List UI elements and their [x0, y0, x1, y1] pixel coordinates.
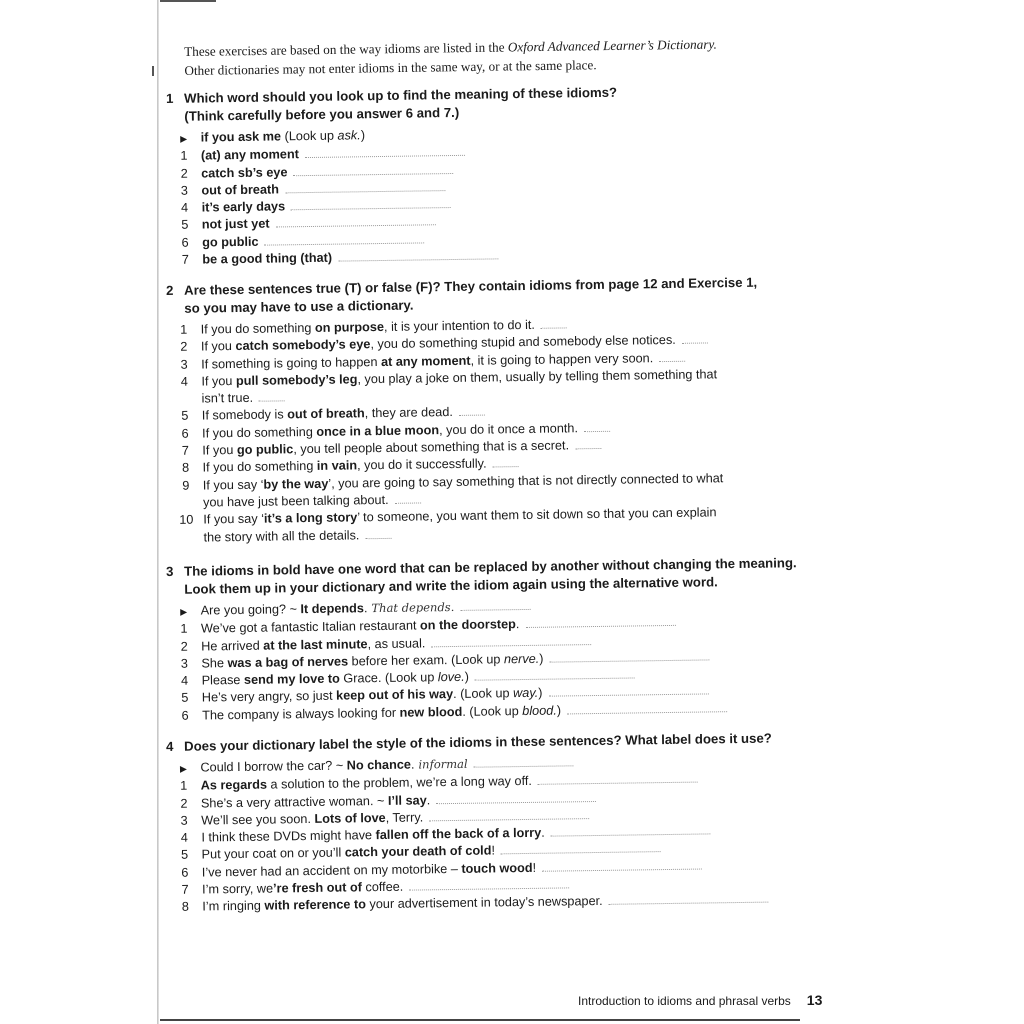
lookup-word: way.	[512, 686, 539, 701]
bottom-rule	[160, 1019, 800, 1021]
item-number: 6	[181, 708, 189, 723]
sentence-text: If you say ‘	[203, 511, 265, 527]
sentence-text: If somebody is	[201, 407, 288, 423]
exercise-4-title-line1: Does your dictionary label the style of the idioms in these sentences? What label does it use?	[184, 730, 772, 754]
sentence-text: Put your coat on or you’ll	[201, 845, 345, 862]
exercise-2	[166, 273, 810, 547]
sentence-text: If you do something	[200, 320, 316, 337]
answer-line[interactable]	[395, 501, 421, 503]
sentence-text: I’m ringing	[202, 899, 265, 914]
sentence-continuation: you have just been talking about.	[202, 492, 389, 510]
item-number: 9	[182, 478, 190, 493]
sentence-text: If something is going to happen	[201, 354, 382, 372]
sentence-text: She’s a very attractive woman. ~	[200, 793, 388, 811]
idiom-text: No chance	[346, 757, 412, 773]
answer-line[interactable]	[305, 154, 465, 158]
sentence-text: , Terry.	[385, 810, 424, 825]
sentence-text: Could I borrow the car? ~	[200, 758, 347, 775]
example-arrow-icon: ▶	[180, 606, 188, 617]
answer-line[interactable]	[541, 326, 567, 328]
sentence-text: We’ve got a fantastic Italian restaurant	[200, 618, 421, 636]
idiom-text: As regards	[200, 777, 268, 793]
answer-line[interactable]	[365, 536, 391, 538]
exercise-1	[166, 82, 768, 270]
intro-paragraph	[184, 33, 804, 80]
answer-line[interactable]	[501, 851, 661, 855]
answer-line[interactable]	[259, 400, 285, 402]
answer-line[interactable]	[551, 833, 711, 837]
idiom-text: Lots of love	[314, 810, 386, 826]
intro-line1: These exercises are based on the way idioms are listed in the	[184, 39, 508, 59]
idiom-text: send my love to	[243, 671, 340, 688]
answer-line[interactable]	[293, 172, 453, 176]
dictionary-title: Oxford Advanced Learner’s Dictionary.	[507, 36, 717, 55]
idiom-text: it’s a long story	[263, 510, 358, 526]
answer-line[interactable]	[291, 206, 451, 210]
idiom-text: go public	[236, 442, 294, 458]
idiom-text: at any moment	[380, 353, 471, 369]
idiom-text: pull somebody’s leg	[235, 372, 358, 388]
sentence-text: We’ll see you soon.	[201, 811, 315, 828]
exercise-2-title-line2: so you may have to use a dictionary.	[184, 297, 414, 316]
answer-line[interactable]	[542, 867, 702, 871]
sentence-text: before her exam. (Look up	[347, 652, 505, 669]
sentence-text: , you do it successfully.	[356, 456, 487, 473]
example-idiom: if you ask me	[200, 129, 282, 145]
item-number: 2	[180, 340, 188, 355]
sentence-text: Please	[201, 673, 245, 688]
page-number: 13	[806, 992, 823, 1008]
sentence-text: ’ to someone, you want them to sit down so that you can explain	[357, 505, 717, 525]
handwritten-answer: That depends.	[371, 599, 455, 616]
item-number: 5	[181, 691, 189, 706]
idiom-text: in vain	[316, 458, 358, 474]
sentence-text: . (Look up	[453, 686, 514, 702]
idiom-text: on purpose	[314, 319, 385, 335]
section-title: Introduction to idioms and phrasal verbs	[578, 994, 791, 1008]
sentence-text: , it is going to happen very soon.	[470, 350, 654, 368]
item-number: 5	[181, 409, 189, 424]
sentence-text: .	[515, 617, 520, 632]
answer-line[interactable]	[436, 800, 596, 804]
answer-line[interactable]	[659, 359, 685, 361]
answer-line[interactable]	[429, 817, 589, 821]
idiom-text: go public	[202, 234, 259, 250]
sentence-text: , it is your intention to do it.	[383, 317, 535, 334]
item-number: 8	[181, 900, 189, 915]
idiom-text: be a good thing (that)	[202, 250, 333, 267]
sentence-text: .	[410, 757, 415, 772]
example-note-word: ask.	[337, 128, 361, 143]
page-footer	[578, 992, 822, 1008]
exercise-number: 1	[166, 90, 174, 106]
exercise-3-header	[166, 554, 826, 599]
sentence-text: The company is always looking for	[202, 705, 400, 723]
answer-line[interactable]	[567, 710, 727, 714]
idiom-text: ’re fresh out of	[272, 880, 362, 896]
sentence-text: He arrived	[201, 638, 264, 654]
sentence-text: She	[201, 656, 228, 671]
answer-line[interactable]	[575, 447, 601, 449]
item-number: 1	[180, 149, 188, 164]
item-number: 8	[181, 461, 190, 476]
idiom-text: out of breath	[287, 406, 365, 422]
idiom-text: fallen off the back of a lorry	[375, 825, 542, 843]
idiom-text: was a bag of nerves	[227, 654, 349, 671]
page-spine-shadow	[157, 0, 159, 1024]
item-number: 2	[180, 166, 188, 181]
item-number: 1	[180, 322, 188, 337]
sentence-text: If you	[200, 339, 236, 354]
item-number: 7	[181, 882, 189, 897]
exercise-1-header	[166, 82, 766, 126]
sentence-text: I’m sorry, we	[202, 881, 274, 897]
idiom-text: It depends	[300, 601, 365, 617]
item-number: 5	[181, 218, 189, 233]
exercise-3	[166, 554, 828, 725]
sentence-text: I think these DVDs might have	[201, 828, 376, 845]
lookup-word: nerve.	[503, 651, 540, 667]
answer-line[interactable]	[549, 658, 709, 662]
item-number: 2	[180, 796, 188, 811]
sentence-continuation: the story with all the details.	[203, 527, 360, 545]
answer-line[interactable]	[548, 693, 708, 697]
item-number: 4	[180, 830, 189, 845]
idiom-text: I’ll say	[387, 792, 427, 808]
exercise-4	[166, 729, 808, 917]
example-arrow-icon: ▶	[179, 763, 187, 774]
sentence-text: . (Look up	[462, 703, 523, 719]
answer-line[interactable]	[460, 608, 530, 611]
exercise-number: 3	[166, 563, 174, 579]
exercise-1-title-line2: (Think carefully before you answer 6 and 7.)	[184, 104, 460, 124]
intro-line2: Other dictionaries may not enter idioms in the same way, or at the same place.	[184, 57, 597, 78]
example-note-close: )	[360, 128, 366, 143]
idiom-text: at the last minute	[263, 636, 368, 653]
idiom-text: catch sb’s eye	[201, 164, 288, 181]
answer-line[interactable]	[609, 901, 769, 905]
sentence-text: your advertisement in today’s newspaper.	[365, 894, 603, 912]
sentence-text: )	[538, 686, 543, 701]
answer-line[interactable]	[409, 886, 569, 890]
sentence-text: ’, you are going to say something that is not directly connected to what	[328, 470, 724, 491]
idiom-text: (at) any moment	[200, 147, 300, 163]
item-number: 7	[181, 443, 189, 458]
margin-tick	[152, 66, 154, 76]
lookup-word: love.	[437, 670, 465, 685]
sentence-text: )	[556, 703, 562, 718]
exercise-3-title-line2: Look them up in your dictionary and write the idiom again using the alternative word.	[184, 574, 718, 597]
sentence-text: , you tell people about something that is a secret.	[293, 438, 570, 457]
sentence-text: , you do something stupid and somebody else notices.	[370, 333, 676, 352]
item-number: 4	[180, 374, 189, 389]
answer-line[interactable]	[538, 781, 698, 785]
sentence-text: He’s very angry, so just	[201, 689, 337, 705]
sentence-text: If you do something	[202, 459, 317, 475]
answer-line[interactable]	[475, 677, 635, 681]
answer-line[interactable]	[265, 241, 425, 245]
sentence-text: a solution to the problem, we’re a long way off.	[266, 774, 532, 792]
answer-line[interactable]	[584, 430, 610, 432]
exercise-2-title-line1: Are these sentences true (T) or false (F)? They contain idioms from page 12 and Exercise 1,	[184, 274, 758, 298]
idiom-text: new blood	[399, 704, 463, 720]
answer-line[interactable]	[682, 342, 708, 344]
item-number: 2	[180, 639, 188, 654]
exercise-number: 2	[166, 282, 174, 298]
item-number: 1	[180, 622, 188, 637]
sentence-text: !	[491, 843, 496, 858]
sentence-text: , you do it once a month.	[438, 421, 579, 437]
item-number: 3	[180, 183, 189, 198]
sentence-text: )	[464, 669, 470, 685]
sentence-text: If you	[202, 443, 238, 458]
exercise-1-title-line1: Which word should you look up to find the meaning of these idioms?	[184, 84, 618, 106]
answer-line[interactable]	[338, 257, 498, 261]
idiom-text: not just yet	[201, 217, 270, 232]
item-number: 4	[181, 673, 189, 688]
sentence-text: If you do something	[202, 424, 317, 441]
sentence-text: .	[363, 601, 368, 616]
answer-line[interactable]	[285, 189, 445, 193]
exercise-number: 4	[166, 738, 174, 754]
sentence-text: , as usual.	[367, 635, 426, 651]
item-number: 3	[180, 813, 188, 828]
idiom-text: touch wood	[461, 860, 533, 876]
example-note: (Look up	[280, 128, 338, 144]
sentence-text: Are you going? ~	[200, 602, 301, 618]
item-number: 3	[180, 357, 188, 372]
item-number: 6	[181, 426, 189, 441]
sentence-text: Grace. (Look up	[339, 670, 438, 686]
answer-line[interactable]	[276, 224, 436, 228]
handwritten-answer: informal	[418, 756, 468, 772]
sentence-text: )	[539, 651, 544, 666]
sentence-text: If you say ‘	[202, 477, 264, 493]
sentence-text: .	[426, 792, 431, 807]
item-number: 10	[179, 512, 194, 528]
sentence-text: If you	[201, 373, 237, 389]
sentence-text: , you play a joke on them, usually by telling them something that	[357, 367, 718, 387]
item-number: 1	[180, 779, 188, 794]
sentence-continuation: isn’t true.	[201, 390, 254, 406]
idiom-text: catch your death of cold	[344, 843, 492, 860]
item-number: 7	[181, 252, 190, 267]
answer-line[interactable]	[459, 414, 485, 416]
idiom-text: on the doorstep	[419, 617, 516, 633]
answer-line[interactable]	[493, 465, 519, 467]
idiom-text: keep out of his way	[335, 687, 454, 704]
lookup-word: blood.	[522, 703, 557, 718]
top-rule	[160, 0, 216, 2]
item-number: 6	[181, 865, 189, 880]
item-number: 5	[181, 848, 189, 863]
answer-line[interactable]	[474, 764, 574, 767]
answer-line[interactable]	[525, 624, 675, 628]
idiom-text: out of breath	[201, 182, 280, 198]
idiom-text: it’s early days	[201, 199, 286, 215]
exercise-2-header	[166, 273, 806, 318]
example-arrow-icon: ▶	[180, 133, 188, 144]
sentence-text: I’ve never had an accident on my motorbike –	[201, 861, 462, 880]
item-number: 4	[181, 200, 189, 215]
idiom-text: catch somebody’s eye	[235, 337, 371, 354]
sentence-text: , they are dead.	[364, 405, 453, 421]
sentence-text: coffee.	[361, 879, 404, 895]
item-number: 3	[180, 656, 189, 671]
idiom-text: once in a blue moon	[316, 422, 440, 439]
exercise-3-title-line1: The idioms in bold have one word that can be replaced by another without changing the meaning.	[184, 555, 797, 579]
answer-line[interactable]	[431, 643, 591, 647]
sentence-text: !	[532, 860, 537, 875]
item-number: 6	[181, 235, 189, 250]
sentence-text: .	[541, 825, 545, 840]
idiom-text: by the way	[263, 476, 329, 492]
idiom-text: with reference to	[264, 897, 367, 914]
